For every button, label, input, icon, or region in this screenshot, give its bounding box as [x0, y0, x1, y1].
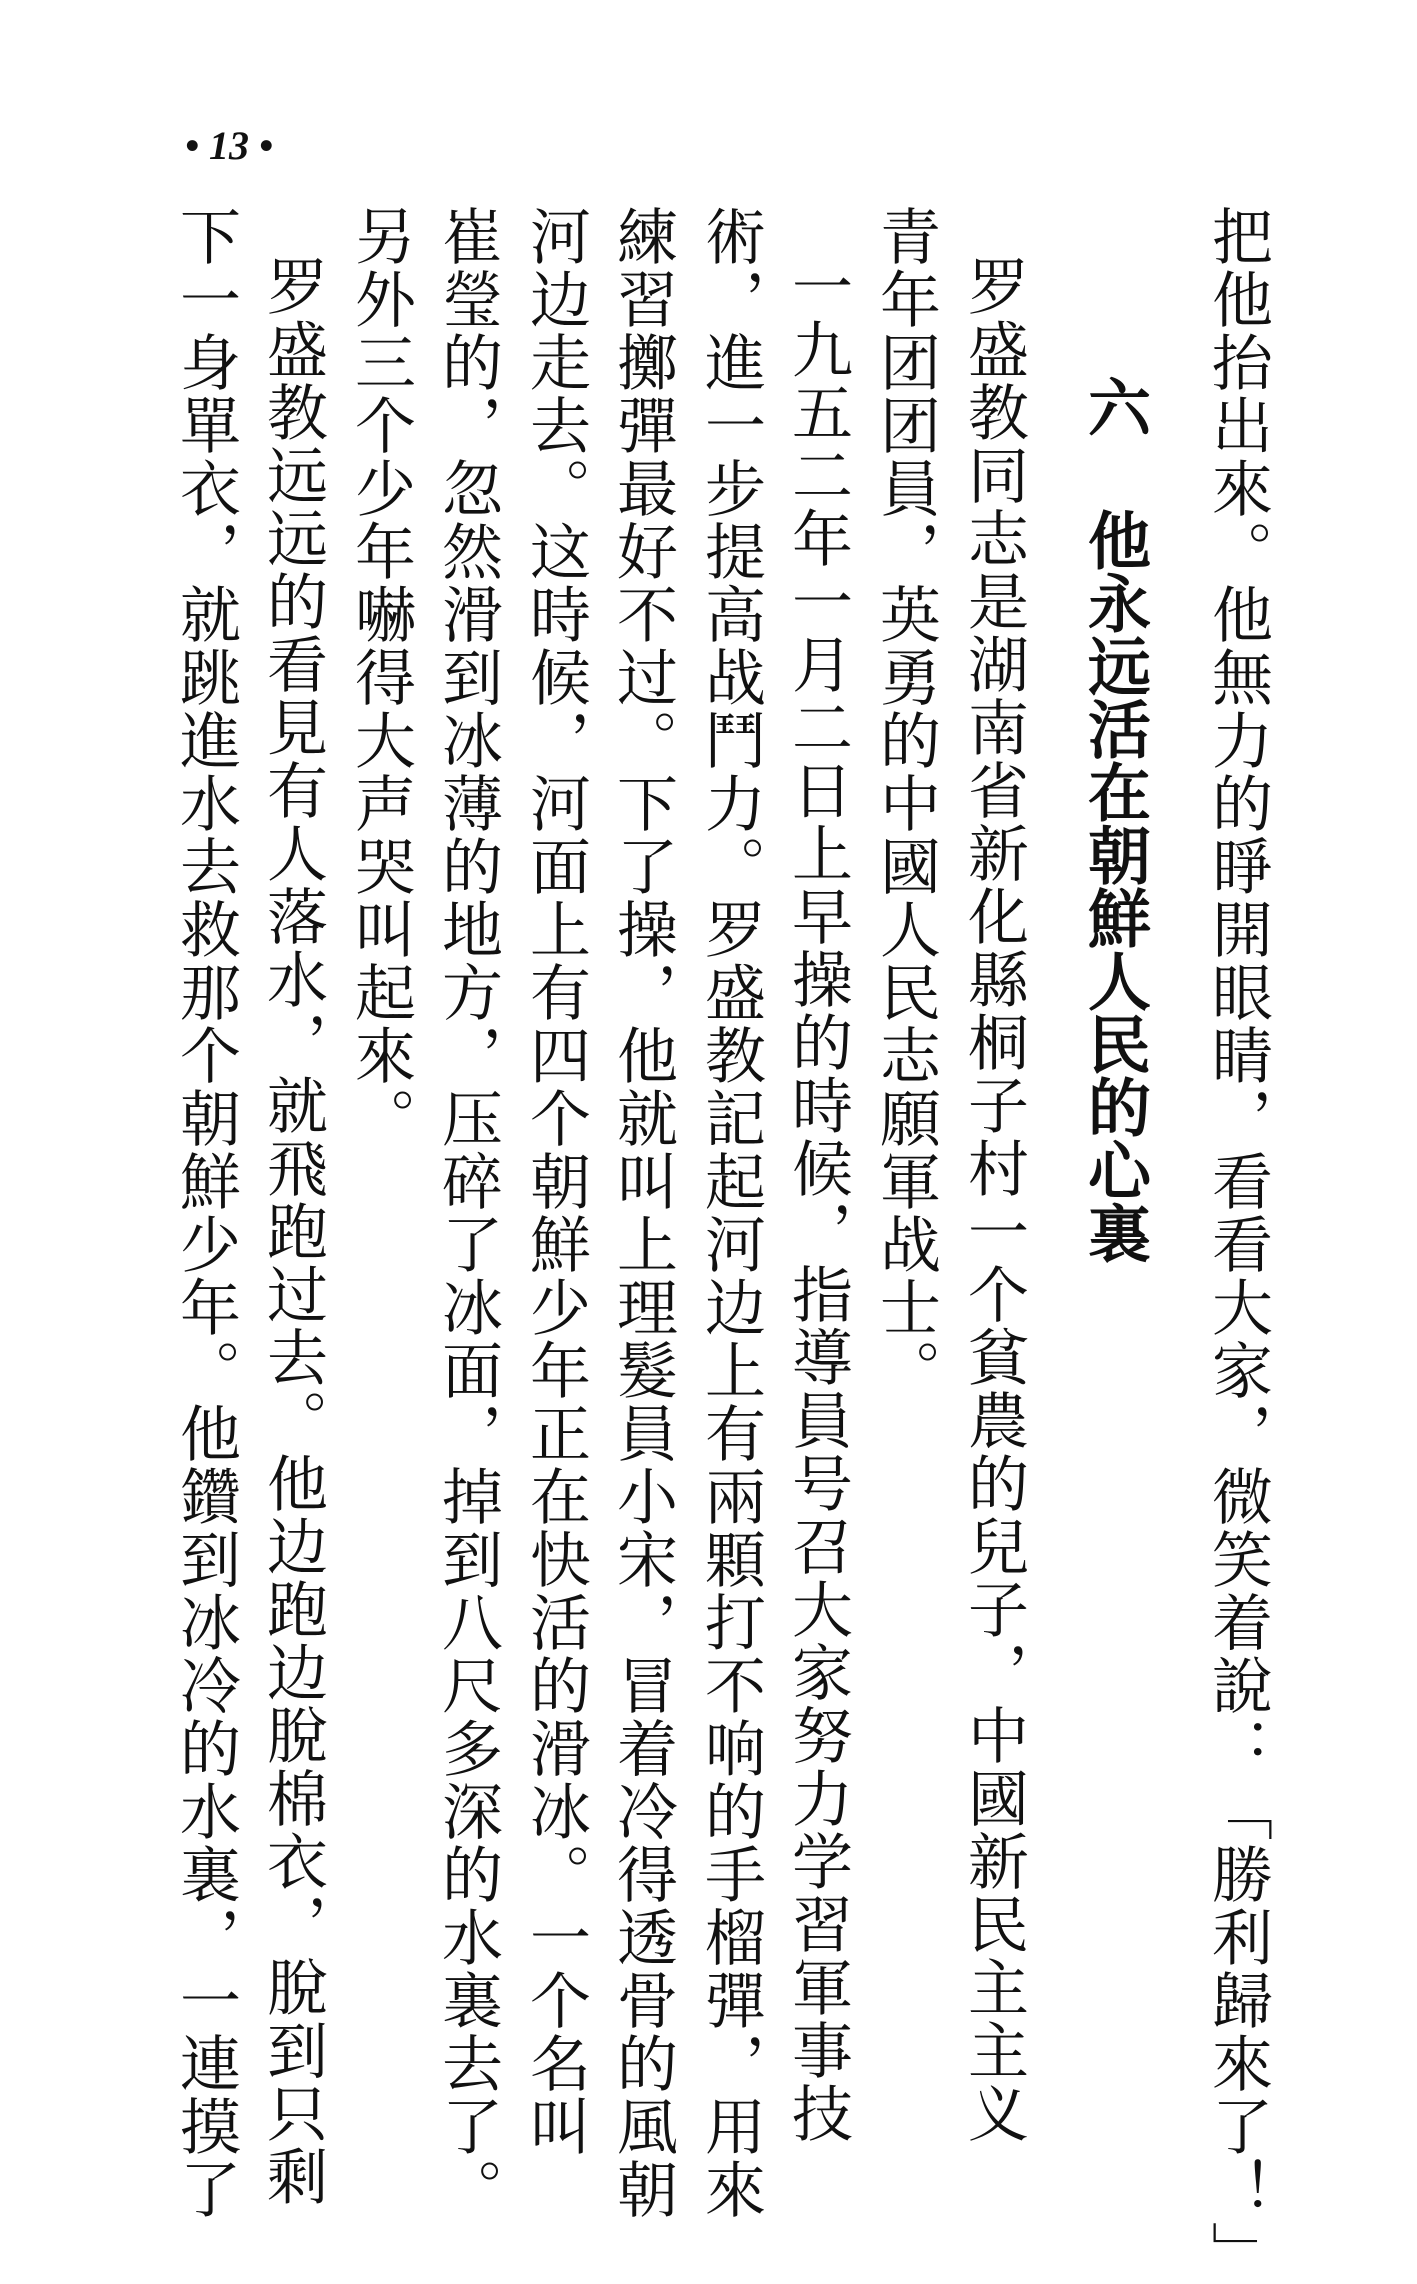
text-column-6: 練習擲彈最好不过。下了操，他就叫上理髮員小宋，冒着冷得透骨的風朝	[607, 205, 678, 2221]
text-column-4: 一九五二年一月二日上早操的時候，指導員号召大家努力学習軍事技	[782, 255, 853, 2145]
text-column-3: 青年团团員，英勇的中國人民志願軍战士。	[870, 205, 941, 1402]
section-title: 他永远活在朝鮮人民的心裏	[1078, 508, 1152, 1264]
text-column-1: 把他抬出來。他無力的睜開眼睛，看看大家，微笑着說：「勝利歸來了！」	[1202, 205, 1273, 2284]
text-column-9: 另外三个少年嚇得大声哭叫起來。	[345, 205, 416, 1150]
text-column-10: 罗盛教远远的看見有人落水，就飛跑过去。他边跑边脫棉衣，脫到只剩	[257, 255, 328, 2208]
text-column-8: 崔瑩的，忽然滑到冰薄的地方，压碎了冰面，掉到八尺多深的水裏去了。	[432, 205, 503, 2221]
page-number: • 13 •	[185, 123, 274, 168]
text-column-5: 術，進一步提高战鬥力。罗盛教記起河边上有兩顆打不响的手榴彈，用來	[695, 205, 766, 2221]
text-column-7: 河边走去。这時候，河面上有四个朝鮮少年正在快活的滑冰。一个名叫	[520, 205, 591, 2158]
section-heading	[1070, 375, 1160, 1264]
text-column-11: 下一身單衣，就跳進水去救那个朝鮮少年。他鑽到冰冷的水裏，一連摸了	[170, 205, 241, 2221]
text-column-2: 罗盛教同志是湖南省新化縣桐子村一个貧農的兒子，中國新民主主义	[958, 255, 1029, 2145]
section-number: 六	[1078, 375, 1152, 438]
